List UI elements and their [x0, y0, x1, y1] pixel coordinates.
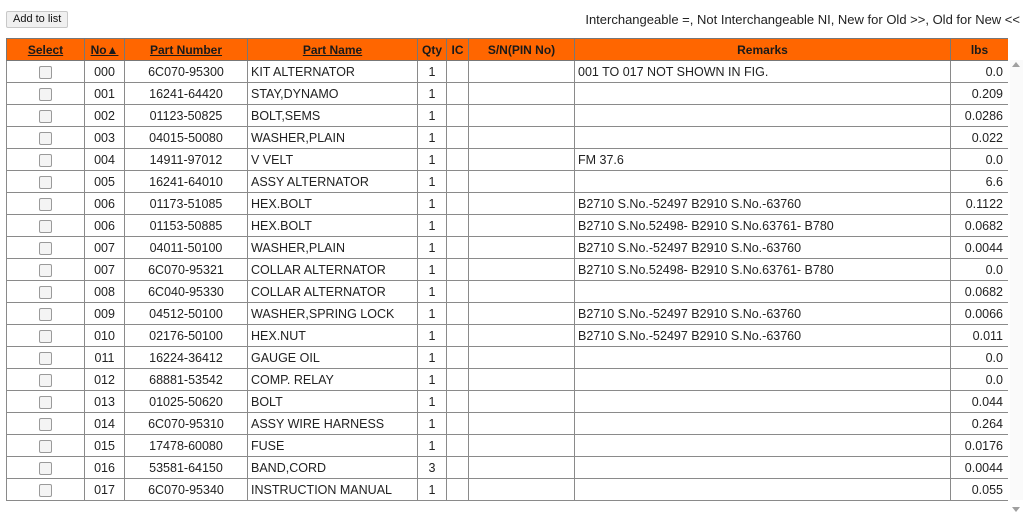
cell-sn	[469, 325, 575, 347]
cell-sn	[469, 281, 575, 303]
cell-qty: 1	[418, 215, 447, 237]
table-row	[7, 369, 1009, 391]
cell-part-number: 02176-50100	[125, 325, 248, 347]
cell-remarks: B2710 S.No.52498- B2910 S.No.63761- B780	[575, 215, 951, 237]
row-select-checkbox[interactable]	[39, 264, 52, 277]
cell-select	[7, 391, 85, 413]
cell-part-name: KIT ALTERNATOR	[248, 61, 418, 83]
cell-no: 003	[85, 127, 125, 149]
cell-part-number: 01025-50620	[125, 391, 248, 413]
table-row	[7, 259, 1009, 281]
cell-qty: 1	[418, 435, 447, 457]
cell-part-name: COLLAR ALTERNATOR	[248, 259, 418, 281]
cell-qty: 1	[418, 259, 447, 281]
cell-lbs: 0.264	[951, 413, 1009, 435]
row-select-checkbox[interactable]	[39, 418, 52, 431]
cell-sn	[469, 413, 575, 435]
row-select-checkbox[interactable]	[39, 330, 52, 343]
cell-no: 010	[85, 325, 125, 347]
cell-part-number: 16224-36412	[125, 347, 248, 369]
cell-no: 007	[85, 259, 125, 281]
table-row	[7, 149, 1009, 171]
column-header-lbs: lbs	[951, 39, 1009, 61]
cell-no: 008	[85, 281, 125, 303]
row-select-checkbox[interactable]	[39, 440, 52, 453]
vertical-scrollbar[interactable]	[1010, 60, 1023, 500]
cell-part-name: COLLAR ALTERNATOR	[248, 281, 418, 303]
cell-remarks: 001 TO 017 NOT SHOWN IN FIG.	[575, 61, 951, 83]
cell-lbs: 0.0	[951, 149, 1009, 171]
cell-no: 014	[85, 413, 125, 435]
cell-remarks	[575, 457, 951, 479]
cell-remarks	[575, 413, 951, 435]
column-header-sn: S/N(PIN No)	[469, 39, 575, 61]
cell-qty: 1	[418, 105, 447, 127]
toolbar	[0, 0, 1024, 38]
cell-part-number: 04011-50100	[125, 237, 248, 259]
row-select-checkbox[interactable]	[39, 242, 52, 255]
table-row	[7, 237, 1009, 259]
cell-select	[7, 457, 85, 479]
cell-ic	[447, 479, 469, 501]
parts-table-body	[7, 61, 1009, 501]
cell-qty: 1	[418, 413, 447, 435]
table-row	[7, 127, 1009, 149]
cell-qty: 1	[418, 347, 447, 369]
table-header-row	[7, 39, 1009, 61]
row-select-checkbox[interactable]	[39, 484, 52, 497]
cell-qty: 1	[418, 369, 447, 391]
table-row	[7, 171, 1009, 193]
cell-remarks	[575, 347, 951, 369]
cell-no: 016	[85, 457, 125, 479]
cell-lbs: 0.022	[951, 127, 1009, 149]
scroll-down-arrow-icon[interactable]	[1012, 507, 1020, 512]
cell-no: 017	[85, 479, 125, 501]
row-select-checkbox[interactable]	[39, 286, 52, 299]
table-row	[7, 83, 1009, 105]
cell-lbs: 0.0066	[951, 303, 1009, 325]
cell-no: 006	[85, 215, 125, 237]
cell-part-name: HEX.BOLT	[248, 193, 418, 215]
column-header-part-number[interactable]: Part Number	[125, 39, 248, 61]
cell-sn	[469, 193, 575, 215]
cell-select	[7, 171, 85, 193]
row-select-checkbox[interactable]	[39, 66, 52, 79]
cell-no: 006	[85, 193, 125, 215]
cell-select	[7, 259, 85, 281]
table-row	[7, 325, 1009, 347]
cell-no: 009	[85, 303, 125, 325]
row-select-checkbox[interactable]	[39, 352, 52, 365]
cell-select	[7, 281, 85, 303]
cell-select	[7, 479, 85, 501]
cell-part-number: 14911-97012	[125, 149, 248, 171]
cell-lbs: 0.044	[951, 391, 1009, 413]
cell-remarks	[575, 479, 951, 501]
cell-sn	[469, 457, 575, 479]
table-row	[7, 413, 1009, 435]
cell-no: 012	[85, 369, 125, 391]
cell-sn	[469, 171, 575, 193]
cell-remarks: B2710 S.No.-52497 B2910 S.No.-63760	[575, 325, 951, 347]
cell-part-number: 6C070-95300	[125, 61, 248, 83]
row-select-checkbox[interactable]	[39, 220, 52, 233]
row-select-checkbox[interactable]	[39, 198, 52, 211]
cell-lbs: 0.011	[951, 325, 1009, 347]
cell-ic	[447, 435, 469, 457]
table-row	[7, 303, 1009, 325]
cell-select	[7, 105, 85, 127]
cell-sn	[469, 83, 575, 105]
cell-select	[7, 61, 85, 83]
cell-select	[7, 369, 85, 391]
cell-part-name: ASSY ALTERNATOR	[248, 171, 418, 193]
cell-part-number: 68881-53542	[125, 369, 248, 391]
cell-ic	[447, 457, 469, 479]
cell-remarks	[575, 281, 951, 303]
cell-no: 000	[85, 61, 125, 83]
cell-lbs: 0.0	[951, 259, 1009, 281]
cell-ic	[447, 237, 469, 259]
cell-sn	[469, 369, 575, 391]
cell-lbs: 0.0286	[951, 105, 1009, 127]
cell-part-number: 6C040-95330	[125, 281, 248, 303]
cell-ic	[447, 413, 469, 435]
cell-sn	[469, 149, 575, 171]
cell-lbs: 0.0	[951, 369, 1009, 391]
cell-sn	[469, 303, 575, 325]
cell-qty: 1	[418, 83, 447, 105]
interchangeability-legend: Interchangeable =, Not Interchangeable NI, New for Old >>, Old for New <<	[585, 12, 1020, 27]
cell-select	[7, 325, 85, 347]
column-header-remarks: Remarks	[575, 39, 951, 61]
cell-qty: 1	[418, 237, 447, 259]
cell-part-number: 01123-50825	[125, 105, 248, 127]
table-row	[7, 193, 1009, 215]
cell-part-number: 01153-50885	[125, 215, 248, 237]
cell-no: 007	[85, 237, 125, 259]
cell-ic	[447, 61, 469, 83]
cell-ic	[447, 215, 469, 237]
cell-sn	[469, 215, 575, 237]
table-row	[7, 215, 1009, 237]
cell-part-name: WASHER,PLAIN	[248, 127, 418, 149]
cell-remarks	[575, 435, 951, 457]
cell-part-name: FUSE	[248, 435, 418, 457]
cell-lbs: 0.055	[951, 479, 1009, 501]
cell-sn	[469, 259, 575, 281]
cell-part-number: 16241-64420	[125, 83, 248, 105]
table-row	[7, 105, 1009, 127]
cell-sn	[469, 391, 575, 413]
column-header-qty: Qty	[418, 39, 447, 61]
cell-part-number: 6C070-95310	[125, 413, 248, 435]
cell-remarks: B2710 S.No.-52497 B2910 S.No.-63760	[575, 303, 951, 325]
cell-lbs: 0.0	[951, 61, 1009, 83]
cell-remarks: FM 37.6	[575, 149, 951, 171]
cell-remarks	[575, 391, 951, 413]
cell-sn	[469, 479, 575, 501]
cell-qty: 1	[418, 61, 447, 83]
cell-part-name: BOLT,SEMS	[248, 105, 418, 127]
cell-sn	[469, 127, 575, 149]
cell-qty: 1	[418, 171, 447, 193]
cell-select	[7, 413, 85, 435]
cell-no: 011	[85, 347, 125, 369]
cell-part-name: HEX.NUT	[248, 325, 418, 347]
row-select-checkbox[interactable]	[39, 88, 52, 101]
cell-part-name: HEX.BOLT	[248, 215, 418, 237]
row-select-checkbox[interactable]	[39, 374, 52, 387]
cell-ic	[447, 347, 469, 369]
table-row	[7, 347, 1009, 369]
cell-part-name: INSTRUCTION MANUAL	[248, 479, 418, 501]
cell-no: 005	[85, 171, 125, 193]
table-row	[7, 391, 1009, 413]
cell-lbs: 0.0176	[951, 435, 1009, 457]
cell-part-name: GAUGE OIL	[248, 347, 418, 369]
cell-part-name: WASHER,SPRING LOCK	[248, 303, 418, 325]
row-select-checkbox[interactable]	[39, 176, 52, 189]
cell-select	[7, 303, 85, 325]
cell-ic	[447, 193, 469, 215]
table-row	[7, 479, 1009, 501]
cell-sn	[469, 435, 575, 457]
cell-lbs: 6.6	[951, 171, 1009, 193]
cell-lbs: 0.209	[951, 83, 1009, 105]
cell-remarks	[575, 83, 951, 105]
cell-qty: 1	[418, 479, 447, 501]
cell-lbs: 0.0044	[951, 237, 1009, 259]
table-row	[7, 435, 1009, 457]
cell-select	[7, 237, 85, 259]
cell-remarks: B2710 S.No.-52497 B2910 S.No.-63760	[575, 193, 951, 215]
cell-qty: 1	[418, 127, 447, 149]
cell-ic	[447, 391, 469, 413]
add-to-list-button[interactable]: Add to list	[6, 11, 68, 28]
cell-select	[7, 83, 85, 105]
cell-ic	[447, 369, 469, 391]
cell-lbs: 0.0044	[951, 457, 1009, 479]
cell-lbs: 0.0	[951, 347, 1009, 369]
cell-ic	[447, 83, 469, 105]
cell-sn	[469, 237, 575, 259]
row-select-checkbox[interactable]	[39, 396, 52, 409]
column-header-ic: IC	[447, 39, 469, 61]
cell-qty: 3	[418, 457, 447, 479]
cell-select	[7, 347, 85, 369]
cell-select	[7, 435, 85, 457]
cell-remarks	[575, 171, 951, 193]
cell-part-name: BAND,CORD	[248, 457, 418, 479]
cell-remarks: B2710 S.No.-52497 B2910 S.No.-63760	[575, 237, 951, 259]
cell-select	[7, 127, 85, 149]
cell-no: 002	[85, 105, 125, 127]
cell-remarks	[575, 127, 951, 149]
cell-part-number: 53581-64150	[125, 457, 248, 479]
table-row	[7, 61, 1009, 83]
cell-ic	[447, 105, 469, 127]
cell-part-number: 04512-50100	[125, 303, 248, 325]
cell-part-number: 6C070-95340	[125, 479, 248, 501]
cell-qty: 1	[418, 325, 447, 347]
cell-ic	[447, 325, 469, 347]
cell-qty: 1	[418, 193, 447, 215]
cell-select	[7, 215, 85, 237]
cell-remarks	[575, 369, 951, 391]
cell-qty: 1	[418, 149, 447, 171]
cell-part-name: STAY,DYNAMO	[248, 83, 418, 105]
cell-lbs: 0.0682	[951, 215, 1009, 237]
cell-part-number: 04015-50080	[125, 127, 248, 149]
cell-sn	[469, 347, 575, 369]
cell-part-number: 01173-51085	[125, 193, 248, 215]
column-header-select[interactable]: Select	[7, 39, 85, 61]
row-select-checkbox[interactable]	[39, 462, 52, 475]
cell-lbs: 0.1122	[951, 193, 1009, 215]
cell-ic	[447, 149, 469, 171]
cell-no: 013	[85, 391, 125, 413]
cell-part-name: ASSY WIRE HARNESS	[248, 413, 418, 435]
row-select-checkbox[interactable]	[39, 154, 52, 167]
column-header-no[interactable]: No▲	[85, 39, 125, 61]
cell-part-number: 6C070-95321	[125, 259, 248, 281]
cell-select	[7, 149, 85, 171]
cell-sn	[469, 61, 575, 83]
cell-ic	[447, 281, 469, 303]
cell-no: 001	[85, 83, 125, 105]
cell-qty: 1	[418, 391, 447, 413]
scroll-up-arrow-icon[interactable]	[1012, 62, 1020, 67]
parts-table-container	[6, 38, 1008, 502]
cell-ic	[447, 303, 469, 325]
row-select-checkbox[interactable]	[39, 110, 52, 123]
cell-ic	[447, 259, 469, 281]
cell-part-name: COMP. RELAY	[248, 369, 418, 391]
column-header-part-name[interactable]: Part Name	[248, 39, 418, 61]
cell-part-number: 17478-60080	[125, 435, 248, 457]
table-row	[7, 281, 1009, 303]
cell-lbs: 0.0682	[951, 281, 1009, 303]
cell-sn	[469, 105, 575, 127]
cell-qty: 1	[418, 303, 447, 325]
table-row	[7, 457, 1009, 479]
cell-select	[7, 193, 85, 215]
cell-part-name: WASHER,PLAIN	[248, 237, 418, 259]
cell-ic	[447, 171, 469, 193]
cell-no: 015	[85, 435, 125, 457]
cell-part-name: V VELT	[248, 149, 418, 171]
cell-remarks: B2710 S.No.52498- B2910 S.No.63761- B780	[575, 259, 951, 281]
cell-part-number: 16241-64010	[125, 171, 248, 193]
cell-part-name: BOLT	[248, 391, 418, 413]
cell-ic	[447, 127, 469, 149]
parts-table	[6, 38, 1008, 501]
row-select-checkbox[interactable]	[39, 132, 52, 145]
cell-qty: 1	[418, 281, 447, 303]
cell-no: 004	[85, 149, 125, 171]
cell-remarks	[575, 105, 951, 127]
row-select-checkbox[interactable]	[39, 308, 52, 321]
